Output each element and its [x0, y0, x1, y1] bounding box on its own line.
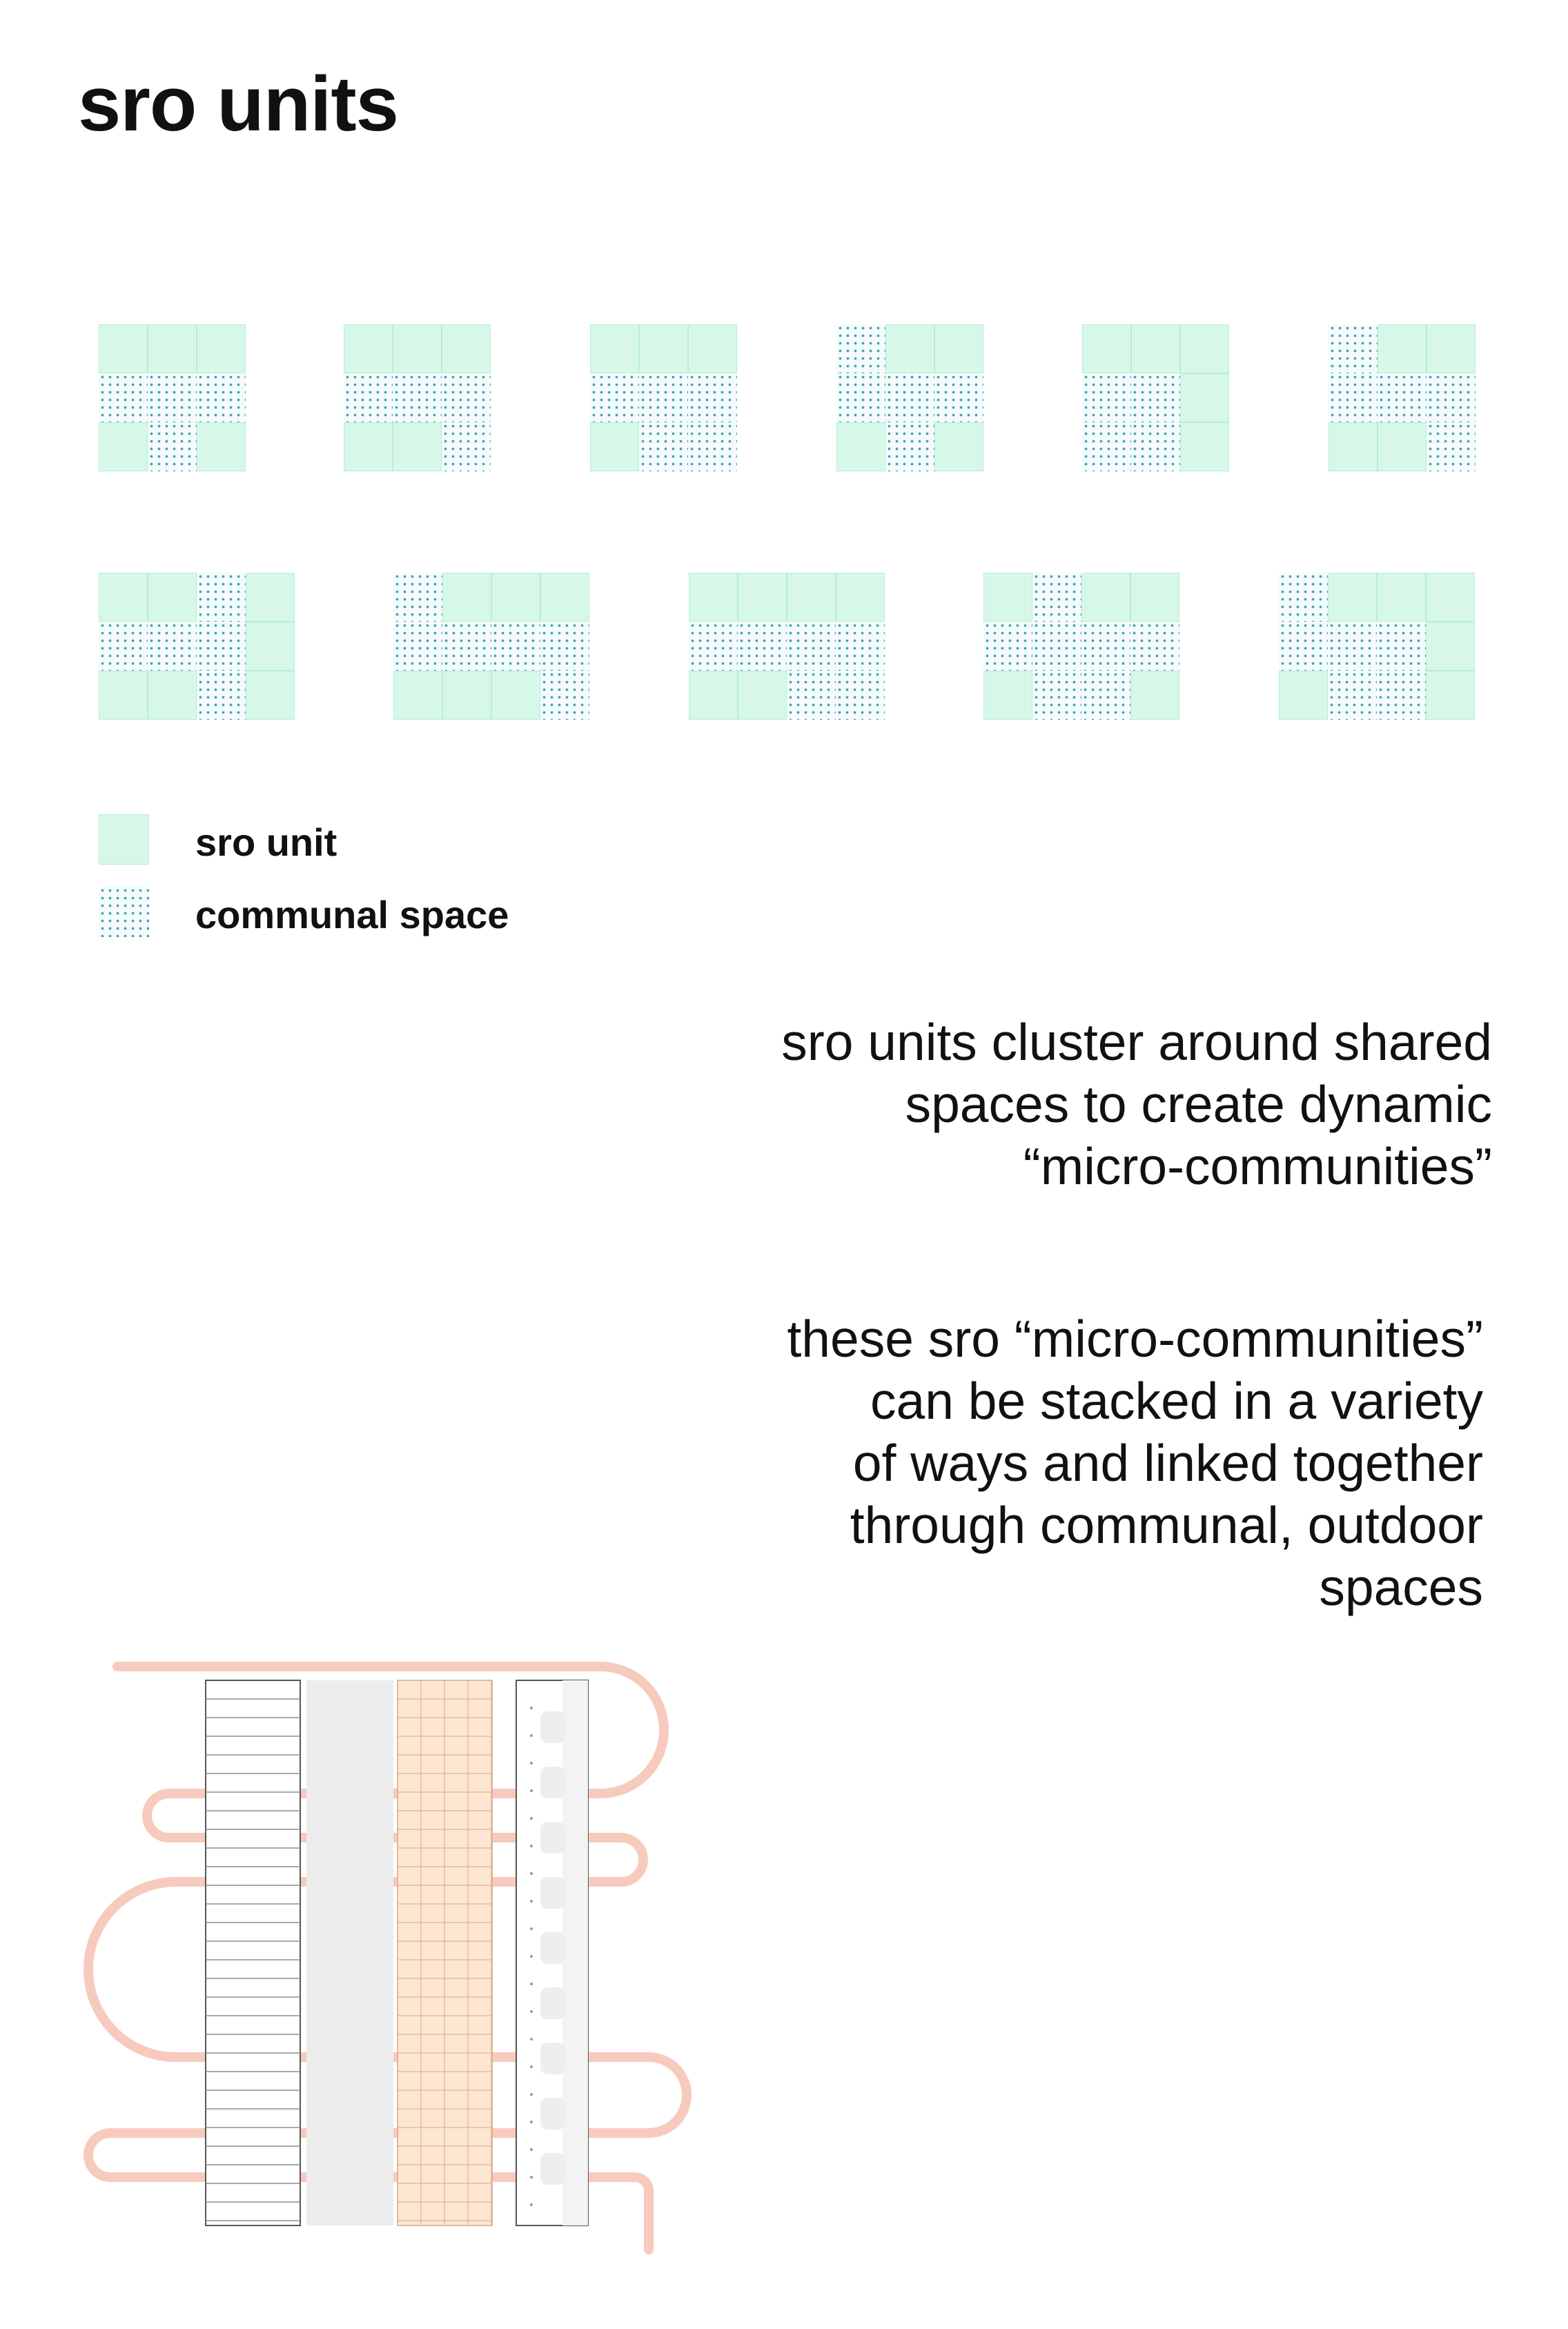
core-dot — [530, 2093, 533, 2096]
sro-unit-cell — [1427, 324, 1476, 373]
communal-space-cell — [688, 373, 737, 422]
sro-unit-cell — [738, 573, 787, 622]
communal-space-cell — [540, 622, 589, 671]
sro-unit-cell — [1426, 622, 1475, 671]
sro-unit-cell — [148, 671, 197, 720]
communal-space-cell — [344, 373, 393, 422]
unit-configuration — [99, 573, 295, 720]
sro-unit-cell — [934, 324, 983, 373]
communal-space-cell — [1427, 422, 1476, 471]
sro-unit-cell — [197, 324, 246, 373]
sro-unit-cell — [344, 422, 393, 471]
sro-unit-cell — [1180, 373, 1229, 422]
communal-space-cell — [442, 622, 491, 671]
balcony-pocket — [540, 2043, 565, 2074]
sro-unit-cell — [491, 671, 540, 720]
core-dot — [530, 1900, 533, 1903]
sro-unit-cell — [246, 671, 295, 720]
sro-unit-cell — [442, 324, 491, 373]
sro-unit-cell — [836, 573, 885, 622]
communal-space-cell — [99, 373, 148, 422]
balcony-pocket — [540, 1987, 565, 2019]
sro-unit-cell — [590, 422, 639, 471]
communal-space-cell — [1032, 622, 1081, 671]
core-dot — [530, 1762, 533, 1765]
communal-space-cell — [639, 422, 688, 471]
core-dot — [530, 2010, 533, 2013]
sro-unit-cell — [983, 671, 1032, 720]
sro-unit-cell — [246, 573, 295, 622]
caption-stacking — [787, 1308, 1483, 1618]
sro-unit-cell — [1329, 422, 1378, 471]
communal-space-cell — [983, 622, 1032, 671]
caption-line: sro units cluster around shared — [781, 1013, 1492, 1071]
sro-unit-cell — [934, 422, 983, 471]
unit-configuration — [1082, 324, 1229, 471]
communal-space-cell — [885, 422, 934, 471]
communal-space-cell — [1131, 373, 1180, 422]
legend-label-sro-unit: sro unit — [195, 820, 337, 864]
communal-space-cell — [1328, 622, 1377, 671]
communal-space-cell — [1377, 622, 1426, 671]
communal-space-cell — [393, 373, 442, 422]
communal-space-cell — [1032, 573, 1081, 622]
communal-space-cell — [491, 622, 540, 671]
legend-item-communal-space — [99, 887, 651, 942]
communal-space-cell — [836, 373, 885, 422]
balcony-pocket — [540, 1822, 565, 1854]
communal-space-cell — [393, 573, 442, 622]
sro-unit-cell — [393, 324, 442, 373]
communal-space-cell — [836, 671, 885, 720]
sro-unit-cell — [197, 422, 246, 471]
sro-unit-cell — [590, 324, 639, 373]
caption-line: of ways and linked together — [852, 1434, 1483, 1492]
communal-space-cell — [197, 373, 246, 422]
communal-space-cell — [442, 422, 491, 471]
communal-space-cell — [836, 622, 885, 671]
caption-line: spaces — [1319, 1558, 1483, 1616]
communal-space-cell — [442, 373, 491, 422]
communal-space-cell — [540, 671, 589, 720]
core-dot — [530, 2038, 533, 2041]
sro-unit-cell — [491, 573, 540, 622]
communal-space-cell — [1081, 622, 1130, 671]
communal-space-cell — [197, 573, 246, 622]
sro-unit-cell — [1082, 324, 1131, 373]
communal-space-cell — [1279, 573, 1328, 622]
caption-line: spaces to create dynamic — [905, 1075, 1492, 1133]
legend-label-communal-space: communal space — [195, 893, 509, 936]
unit-configuration — [836, 324, 983, 471]
core-dot — [530, 1955, 533, 1958]
communal-space-cell — [1329, 324, 1378, 373]
communal-space-cell — [885, 373, 934, 422]
communal-band — [306, 1680, 393, 2225]
communal-space-cell — [787, 671, 836, 720]
communal-space-cell — [836, 324, 885, 373]
sro-unit-cell — [148, 324, 197, 373]
unit-configuration — [344, 324, 491, 471]
communal-space-cell — [1082, 422, 1131, 471]
sro-unit-cell — [246, 622, 295, 671]
sro-unit-cell — [1131, 324, 1180, 373]
sro-unit-cell — [836, 422, 885, 471]
core-dot — [530, 2203, 533, 2206]
stacked-section-diagram — [76, 1649, 725, 2257]
sro-unit-cell — [99, 422, 148, 471]
communal-space-cell — [1427, 373, 1476, 422]
balcony-pocket — [540, 2098, 565, 2130]
configuration-row-2 — [0, 573, 1568, 731]
sro-unit-cell — [442, 671, 491, 720]
unit-configuration — [393, 573, 589, 720]
communal-space-cell — [1378, 373, 1427, 422]
sro-unit-cell — [787, 573, 836, 622]
communal-space-cell — [1329, 373, 1378, 422]
balcony-pocket — [540, 2153, 565, 2185]
stacked-units-section — [206, 1680, 588, 2225]
sro-unit-cell — [1377, 573, 1426, 622]
communal-space-cell — [197, 622, 246, 671]
communal-space-cell — [1082, 373, 1131, 422]
core-dot — [530, 2121, 533, 2123]
communal-space-cell — [1377, 671, 1426, 720]
sro-unit-cell — [738, 671, 787, 720]
balcony-pocket — [540, 1932, 565, 1964]
sro-unit-cell — [1130, 573, 1179, 622]
floor-slab-band — [206, 1680, 300, 2225]
core-dot — [530, 1734, 533, 1737]
sro-unit-cell — [639, 324, 688, 373]
communal-space-cell — [590, 373, 639, 422]
page-title: sro units — [78, 61, 398, 147]
sro-unit-cell — [1378, 324, 1427, 373]
sro-unit-cell — [442, 573, 491, 622]
sro-unit-cell — [344, 324, 393, 373]
communal-space-cell — [639, 373, 688, 422]
core-dot — [530, 1927, 533, 1930]
sro-unit-cell — [983, 573, 1032, 622]
sro-unit-cell — [689, 671, 738, 720]
core-dot — [530, 1845, 533, 1847]
core-dot — [530, 1872, 533, 1875]
communal-space-cell — [393, 622, 442, 671]
communal-space-cell — [99, 622, 148, 671]
caption-line: these sro “micro-communities” — [787, 1310, 1483, 1368]
core-strip — [562, 1680, 588, 2225]
communal-space-cell — [1131, 422, 1180, 471]
communal-space-cell — [1130, 622, 1179, 671]
caption-line: “micro-communities” — [1023, 1137, 1492, 1195]
communal-space-cell — [148, 373, 197, 422]
unit-configuration — [689, 573, 885, 720]
sro-unit-cell — [1328, 573, 1377, 622]
unit-configuration — [99, 324, 246, 471]
core-dot — [530, 1817, 533, 1820]
communal-space-cell — [689, 622, 738, 671]
core-dot — [530, 2176, 533, 2179]
sro-unit-cell — [1081, 573, 1130, 622]
sro-unit-cell — [885, 324, 934, 373]
unit-configuration — [1279, 573, 1475, 720]
caption-micro-communities — [781, 1011, 1492, 1197]
communal-space-cell — [738, 622, 787, 671]
communal-space-cell — [1279, 622, 1328, 671]
unit-configuration — [983, 573, 1179, 720]
balcony-pocket — [540, 1767, 565, 1798]
communal-space-cell — [787, 622, 836, 671]
communal-space-cell — [1328, 671, 1377, 720]
communal-space-cell — [1032, 671, 1081, 720]
communal-space-cell — [688, 422, 737, 471]
balcony-pocket — [540, 1877, 565, 1909]
balcony-pocket — [540, 1711, 565, 1743]
core-dot — [530, 2065, 533, 2068]
sro-unit-cell — [393, 671, 442, 720]
sro-unit-cell — [1130, 671, 1179, 720]
caption-line: can be stacked in a variety — [870, 1372, 1483, 1430]
caption-line: through communal, outdoor — [850, 1496, 1483, 1554]
sro-unit-swatch — [99, 814, 149, 865]
sro-unit-cell — [99, 671, 148, 720]
communal-space-cell — [1081, 671, 1130, 720]
sro-unit-cell — [689, 573, 738, 622]
unit-configuration — [590, 324, 737, 471]
communal-space-cell — [148, 422, 197, 471]
core-dot — [530, 1983, 533, 1985]
sro-unit-cell — [99, 573, 148, 622]
configuration-row-1 — [0, 324, 1568, 483]
sro-unit-cell — [1180, 422, 1229, 471]
sro-unit-cell — [1180, 324, 1229, 373]
sro-unit-cell — [1279, 671, 1328, 720]
communal-space-cell — [148, 622, 197, 671]
sro-unit-cell — [99, 324, 148, 373]
sro-unit-cell — [148, 573, 197, 622]
sro-unit-cell — [688, 324, 737, 373]
sro-unit-cell — [1378, 422, 1427, 471]
communal-space-cell — [197, 671, 246, 720]
sro-unit-cell — [540, 573, 589, 622]
sro-unit-cell — [1426, 671, 1475, 720]
core-dot — [530, 1707, 533, 1709]
sro-unit-cell — [1426, 573, 1475, 622]
legend-item-sro-unit — [99, 814, 651, 869]
sro-unit-cell — [393, 422, 442, 471]
core-dot — [530, 1789, 533, 1792]
unit-configuration — [1329, 324, 1476, 471]
core-dot — [530, 2148, 533, 2151]
communal-space-swatch — [99, 887, 149, 937]
communal-space-cell — [934, 373, 983, 422]
